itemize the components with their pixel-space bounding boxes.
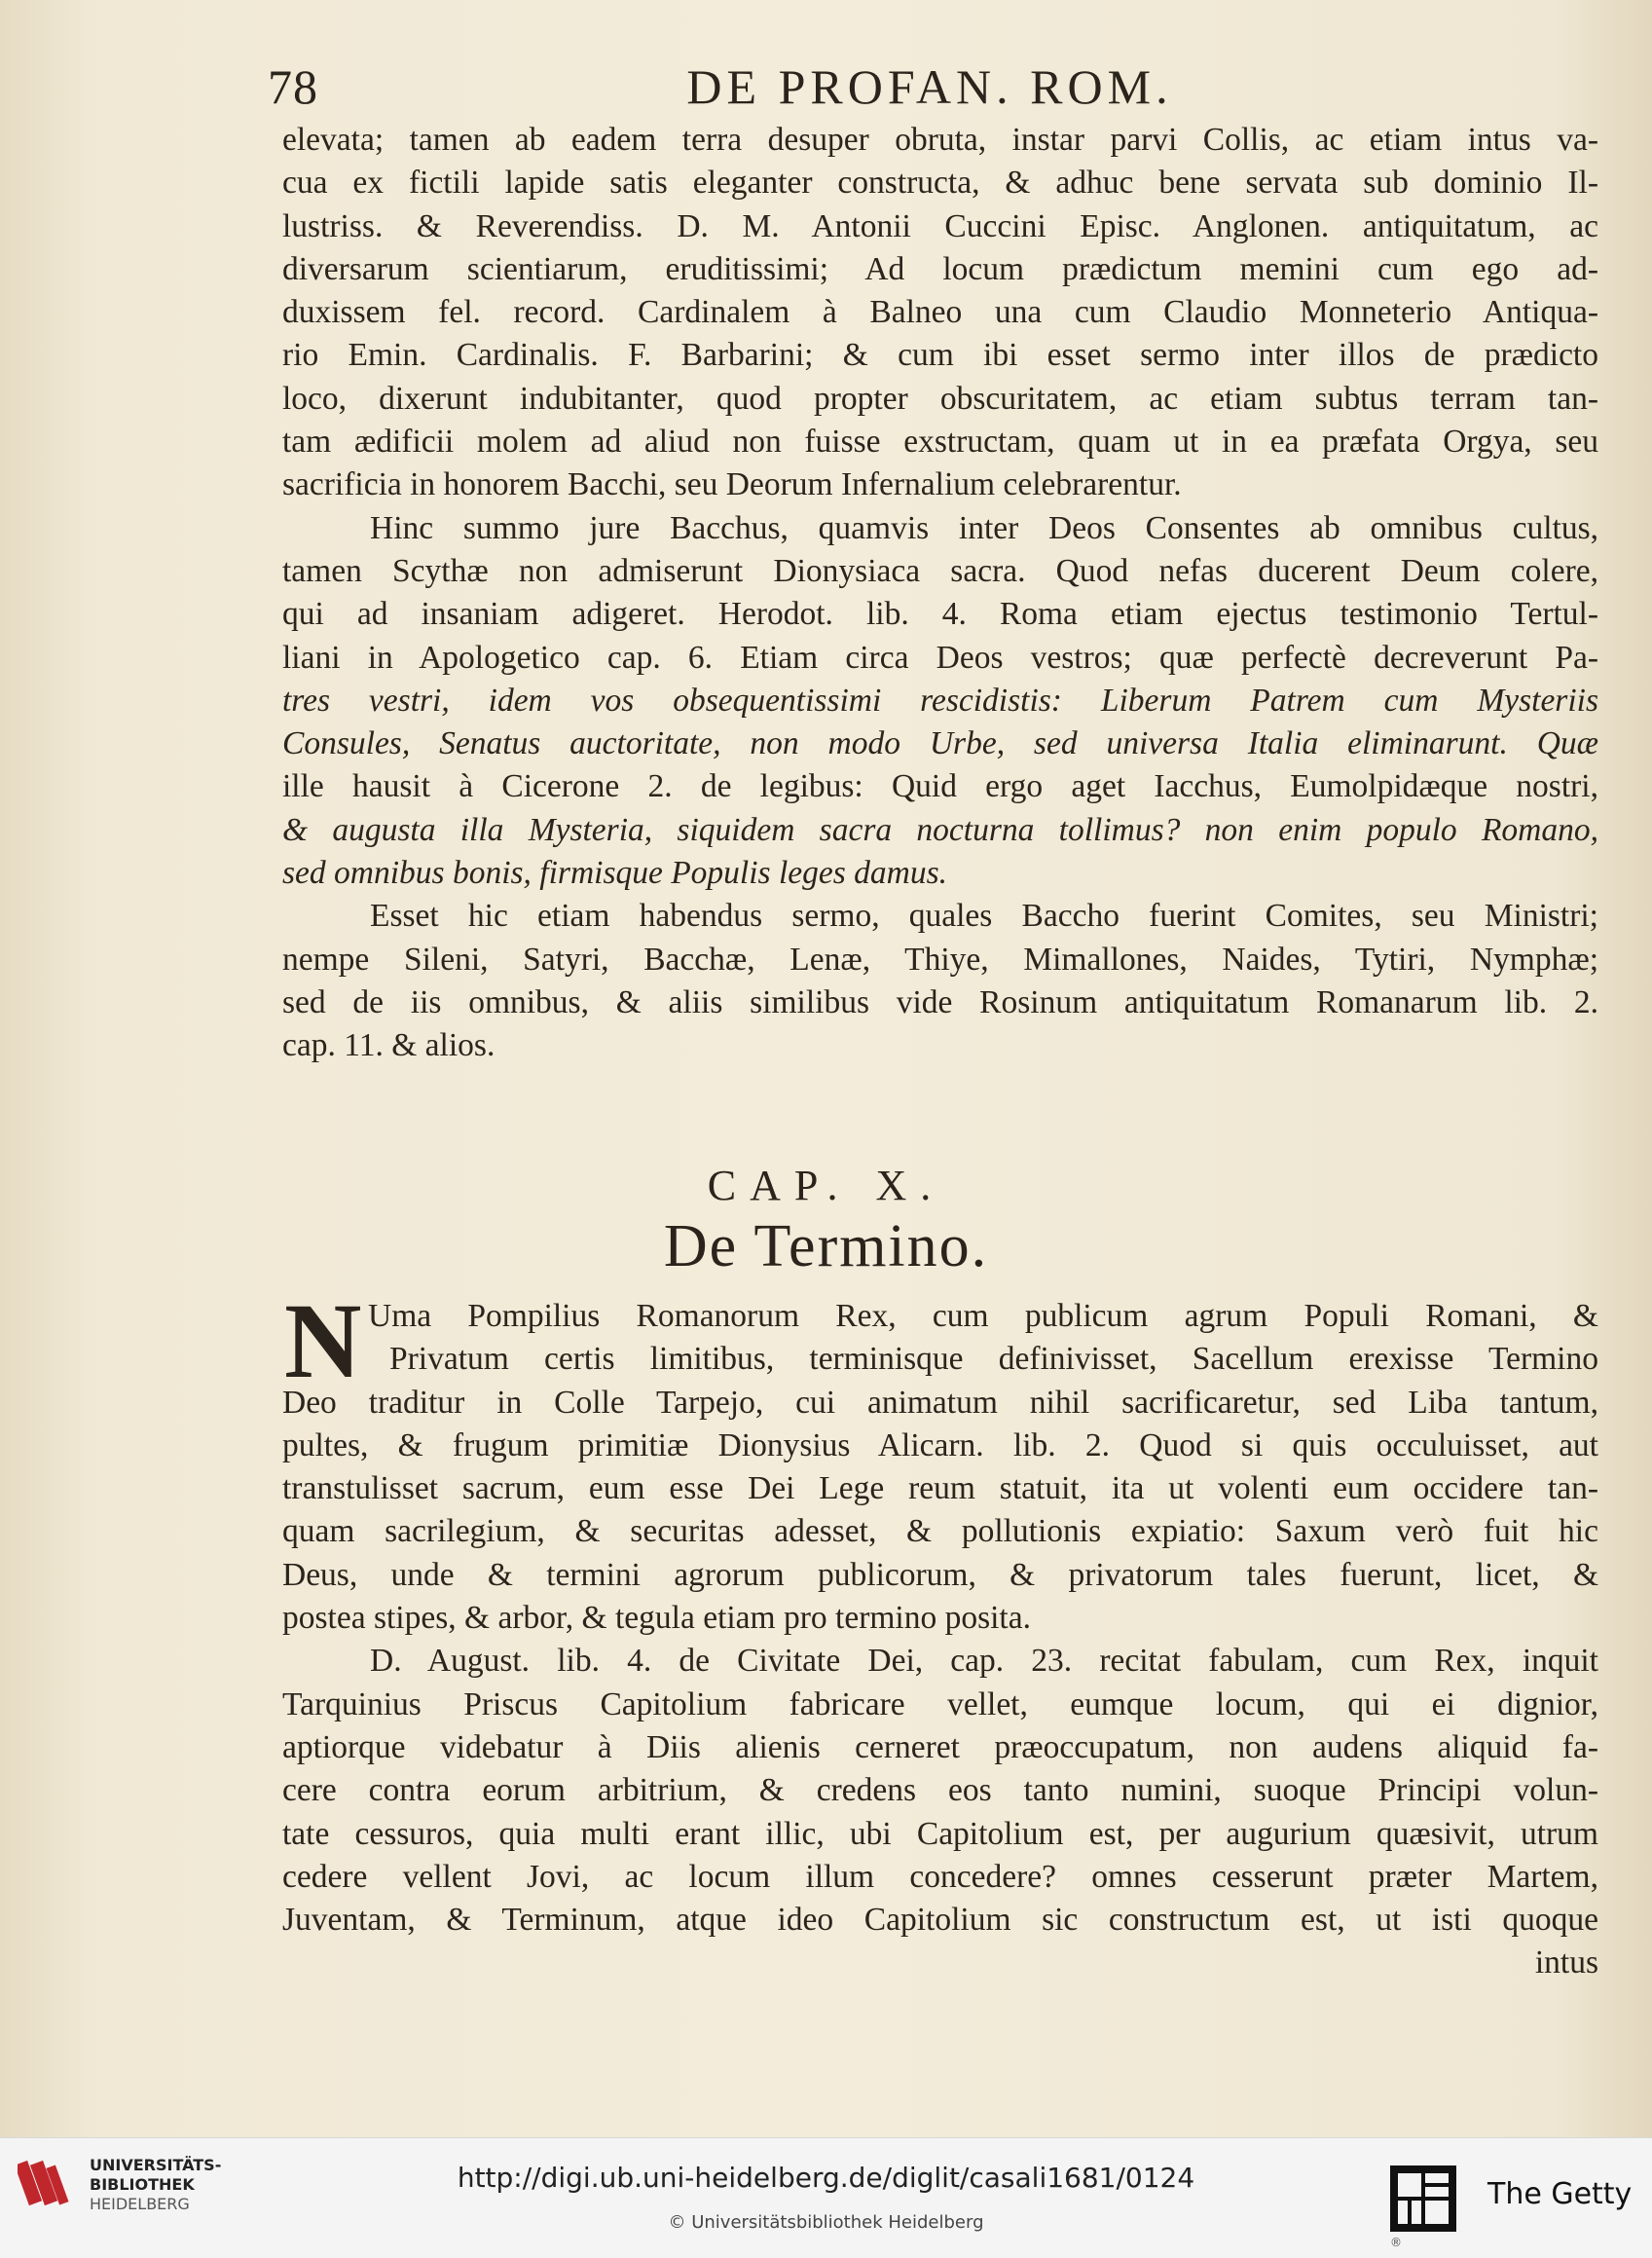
chapter-label: CAP. X. bbox=[707, 1162, 945, 1209]
text-line: duxissem fel. record. Cardinalem à Balneo una cum Claudio Monneterio Antiqua- bbox=[282, 294, 1598, 331]
text-line: sacrificia in honorem Bacchi, seu Deorum Infernalium celebrarentur. bbox=[282, 466, 1182, 503]
text-line: Deo traditur in Colle Tarpejo, cui animatum nihil sacrificaretur, sed Liba tantum, bbox=[282, 1384, 1598, 1421]
text-line: transtulisset sacrum, eum esse Dei Lege reum statuit, ita ut volenti eum occidere tan- bbox=[282, 1470, 1598, 1507]
text-line: lustriss. & Reverendiss. D. M. Antonii Cuccini Episc. Anglonen. antiquitatum, ac bbox=[282, 207, 1598, 244]
text-line: & augusta illa Mysteria, siquidem sacra nocturna tollimus? non enim populo Romano, bbox=[282, 811, 1598, 848]
text-line: loco, dixerunt indubitanter, quod propter obscuritatem, ac etiam subtus terram tan- bbox=[282, 380, 1598, 417]
text-line: pultes, & frugum primitiæ Dionysius Alicarn. lib. 2. Quod si quis occuluisset, aut bbox=[282, 1426, 1598, 1463]
getty-logo-icon[interactable] bbox=[1390, 2165, 1456, 2232]
page-number: 78 bbox=[268, 59, 318, 114]
text-line: Esset hic etiam habendus sermo, quales Baccho fuerint Comites, seu Ministri; bbox=[370, 898, 1598, 935]
text-line: Juventam, & Terminum, atque ideo Capitolium sic constructum est, ut isti quoque bbox=[282, 1902, 1598, 1939]
text-line: aptiorque videbatur à Diis alienis cerneret præoccupatum, non audens aliquid fa- bbox=[282, 1728, 1598, 1765]
text-line: tamen Scythæ non admiserunt Dionysiaca sacra. Quod nefas ducerent Deum colere, bbox=[282, 552, 1598, 589]
text-line: cap. 11. & alios. bbox=[282, 1027, 496, 1064]
text-line: sed de iis omnibus, & aliis similibus vide Rosinum antiquitatum Romanarum lib. 2. bbox=[282, 983, 1598, 1020]
ub-line-3: HEIDELBERG bbox=[90, 2195, 190, 2213]
text-line: rio Emin. Cardinalis. F. Barbarini; & cum ibi esset sermo inter illos de prædicto bbox=[282, 337, 1598, 374]
text-line: sed omnibus bonis, firmisque Populis leges damus. bbox=[282, 855, 948, 892]
text-line: cere contra eorum arbitrium, & credens eos tanto numini, suoque Principi volun- bbox=[282, 1772, 1598, 1809]
text-block-2 bbox=[282, 1281, 1598, 1985]
text-line: qui ad insaniam adigeret. Herodot. lib. 4. Roma etiam ejectus testimonio Tertul- bbox=[282, 596, 1598, 633]
text-line: postea stipes, & arbor, & tegula etiam pro termino posita. bbox=[282, 1600, 1031, 1637]
text-line: quam sacrilegium, & securitas adesset, & pollutionis expiatio: Saxum verò fuit hic bbox=[282, 1513, 1598, 1550]
chapter-title: De Termino. bbox=[663, 1213, 989, 1279]
text-line: tate cessuros, quia multi erant illic, ubi Capitolium est, per augurium quæsivit, utrum bbox=[282, 1815, 1598, 1852]
catchword: intus bbox=[1534, 1944, 1598, 1981]
text-line: Uma Pompilius Romanorum Rex, cum publicum agrum Populi Romani, & bbox=[368, 1298, 1598, 1334]
text-line: Tarquinius Priscus Capitolium fabricare vellet, eumque locum, qui ei dignior, bbox=[282, 1685, 1598, 1722]
viewer-footer bbox=[0, 2137, 1652, 2258]
text-line: elevata; tamen ab eadem terra desuper obruta, instar parvi Collis, ac etiam intus va- bbox=[282, 122, 1598, 158]
text-line: tres vestri, idem vos obsequentissimi rescidistis: Liberum Patrem cum Mysteriis bbox=[282, 682, 1598, 719]
text-line: Deus, unde & termini agrorum publicorum, & privatorum tales fuerunt, licet, & bbox=[282, 1556, 1598, 1593]
text-line: Consules, Senatus auctoritate, non modo Urbe, sed universa Italia eliminarunt. Quæ bbox=[282, 725, 1598, 762]
registered-mark: ® bbox=[1390, 2236, 1402, 2249]
running-title: DE PROFAN. ROM. bbox=[686, 59, 1173, 114]
text-line: D. August. lib. 4. de Civitate Dei, cap. 23. recitat fabulam, cum Rex, inquit bbox=[370, 1643, 1598, 1680]
page-header bbox=[268, 58, 1592, 127]
text-line: liani in Apologetico cap. 6. Etiam circa Deos vestros; quæ perfectè decreverunt Pa- bbox=[282, 639, 1598, 676]
copyright-text: © Universitätsbibliothek Heidelberg bbox=[668, 2212, 984, 2233]
ub-line-2: BIBLIOTHEK bbox=[90, 2175, 195, 2194]
text-line: nempe Sileni, Satyri, Bacchæ, Lenæ, Thiye, Mimallones, Naides, Tytiri, Nymphæ; bbox=[282, 941, 1598, 978]
permalink-url[interactable]: http://digi.ub.uni-heidelberg.de/diglit/casali1681/0124 bbox=[457, 2162, 1195, 2194]
text-line: ille hausit à Cicerone 2. de legibus: Quid ergo aget Iacchus, Eumolpidæque nostri, bbox=[282, 768, 1598, 805]
text-line: Hinc summo jure Bacchus, quamvis inter Deos Consentes ab omnibus cultus, bbox=[370, 509, 1598, 546]
ub-line-1: UNIVERSITÄTS- bbox=[90, 2156, 222, 2174]
text-line: cua ex fictili lapide satis eleganter constructa, & adhuc bene servata sub dominio Il- bbox=[282, 165, 1598, 202]
getty-name: The Getty bbox=[1487, 2177, 1633, 2211]
text-line: cedere vellent Jovi, ac locum illum concedere? omnes cesserunt præter Martem, bbox=[282, 1858, 1598, 1895]
text-line: diversarum scientiarum, eruditissimi; Ad locum prædictum memini cum ego ad- bbox=[282, 250, 1598, 287]
drop-cap: N bbox=[284, 1281, 362, 1400]
text-block-1 bbox=[282, 119, 1598, 1068]
text-line: tam ædificii molem ad aliud non fuisse exstructam, quam ut in ea præfata Orgya, seu bbox=[282, 424, 1598, 461]
text-line: Privatum certis limitibus, terminisque definivisset, Sacellum erexisse Termino bbox=[389, 1341, 1598, 1378]
